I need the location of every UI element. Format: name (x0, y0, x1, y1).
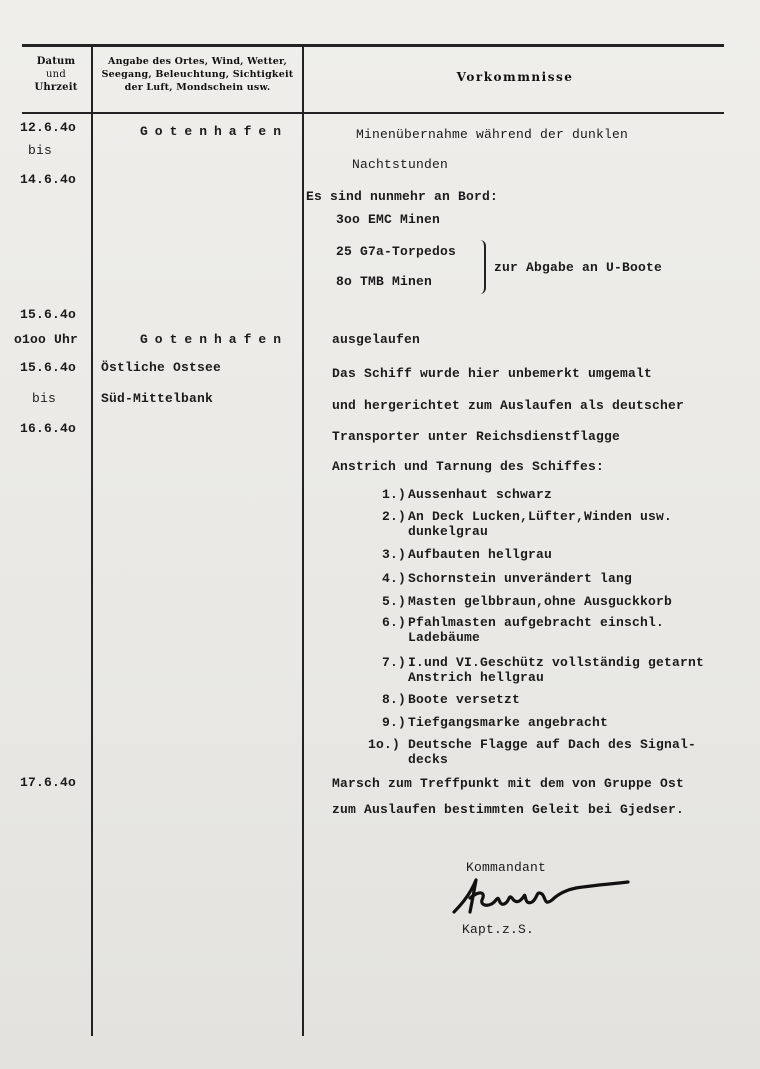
header-place-line2: Seegang, Beleuchtung, Sichtigkeit (101, 69, 294, 80)
list-item-text: Deutsche Flagge auf Dach des Signal- (408, 737, 697, 752)
list-item-number: 9.) (382, 715, 407, 730)
list-item-text: Tiefgangsmarke angebracht (408, 715, 609, 730)
event-line: Minenübernahme während der dunklen (356, 127, 629, 142)
header-bottom-rule (22, 112, 724, 114)
header-place-line1: Angabe des Ortes, Wind, Wetter, (108, 56, 287, 67)
list-item-number: 5.) (382, 594, 407, 609)
inventory-brace (476, 240, 486, 294)
list-item-text: I.und VI.Geschütz vollständig getarnt (408, 655, 705, 670)
event-line: Marsch zum Treffpunkt mit dem von Gruppe Ost (332, 776, 685, 791)
header-date-column (24, 55, 88, 94)
header-date-line1: Datum (36, 56, 76, 67)
list-item-text-cont: decks (408, 752, 449, 767)
list-item-number: 1.) (382, 487, 407, 502)
header-place-column (95, 55, 300, 94)
header-date-line3: Uhrzeit (34, 82, 78, 93)
column-divider-2 (302, 44, 304, 1036)
list-item-text-cont: dunkelgrau (408, 524, 489, 539)
date-entry: 14.6.4o (20, 172, 77, 187)
event-line: Es sind nunmehr an Bord: (306, 189, 499, 204)
header-place-line3: der Luft, Mondschein usw. (124, 82, 271, 93)
inventory-item: 8o TMB Minen (336, 274, 433, 289)
column-divider-1 (91, 44, 93, 1036)
place-entry: Östliche Ostsee (101, 360, 222, 375)
list-item-text: Schornstein unverändert lang (408, 571, 633, 586)
list-item-number: 6.) (382, 615, 407, 630)
event-line: Nachtstunden (352, 157, 449, 172)
list-item-text: Aufbauten hellgrau (408, 547, 553, 562)
date-bis: bis (32, 391, 57, 406)
place-entry: Gotenhafen (140, 124, 289, 139)
top-rule (22, 44, 724, 47)
date-entry: 12.6.4o (20, 120, 77, 135)
list-item-text: An Deck Lucken,Lüfter,Winden usw. (408, 509, 673, 524)
signature-rank: Kapt.z.S. (462, 922, 535, 937)
list-item-text: Aussenhaut schwarz (408, 487, 553, 502)
list-item-text: Pfahlmasten aufgebracht einschl. (408, 615, 665, 630)
date-entry: 16.6.4o (20, 421, 77, 436)
handwritten-signature (446, 876, 636, 920)
list-item-number: 1o.) (368, 737, 401, 752)
header-events-column: Vorkommnisse (456, 70, 574, 84)
inventory-item: 25 G7a-Torpedos (336, 244, 457, 259)
inventory-item: 3oo EMC Minen (336, 212, 441, 227)
list-item-number: 2.) (382, 509, 407, 524)
date-entry: 17.6.4o (20, 775, 77, 790)
date-bis: bis (28, 143, 53, 158)
header-date-line2: und (46, 69, 66, 80)
inventory-note: zur Abgabe an U-Boote (494, 260, 663, 275)
place-entry: Gotenhafen (140, 332, 289, 347)
event-line: Anstrich und Tarnung des Schiffes: (332, 459, 605, 474)
list-item-number: 7.) (382, 655, 407, 670)
date-entry: 15.6.4o (20, 307, 77, 322)
list-item-text-cont: Anstrich hellgrau (408, 670, 545, 685)
signature-title: Kommandant (466, 860, 547, 875)
list-item-text-cont: Ladebäume (408, 630, 481, 645)
event-line: Transporter unter Reichsdienstflagge (332, 429, 621, 444)
list-item-number: 8.) (382, 692, 407, 707)
list-item-text: Masten gelbbraun,ohne Ausguckkorb (408, 594, 673, 609)
event-line: ausgelaufen (332, 332, 421, 347)
event-line: Das Schiff wurde hier unbemerkt umgemalt (332, 366, 653, 381)
place-entry: Süd-Mittelbank (101, 391, 214, 406)
event-line: zum Auslaufen bestimmten Geleit bei Gjedser. (332, 802, 685, 817)
list-item-text: Boote versetzt (408, 692, 521, 707)
list-item-number: 3.) (382, 547, 407, 562)
list-item-number: 4.) (382, 571, 407, 586)
event-line: und hergerichtet zum Auslaufen als deutscher (332, 398, 685, 413)
date-entry: 15.6.4o (20, 360, 77, 375)
time-entry: o1oo Uhr (14, 332, 79, 347)
